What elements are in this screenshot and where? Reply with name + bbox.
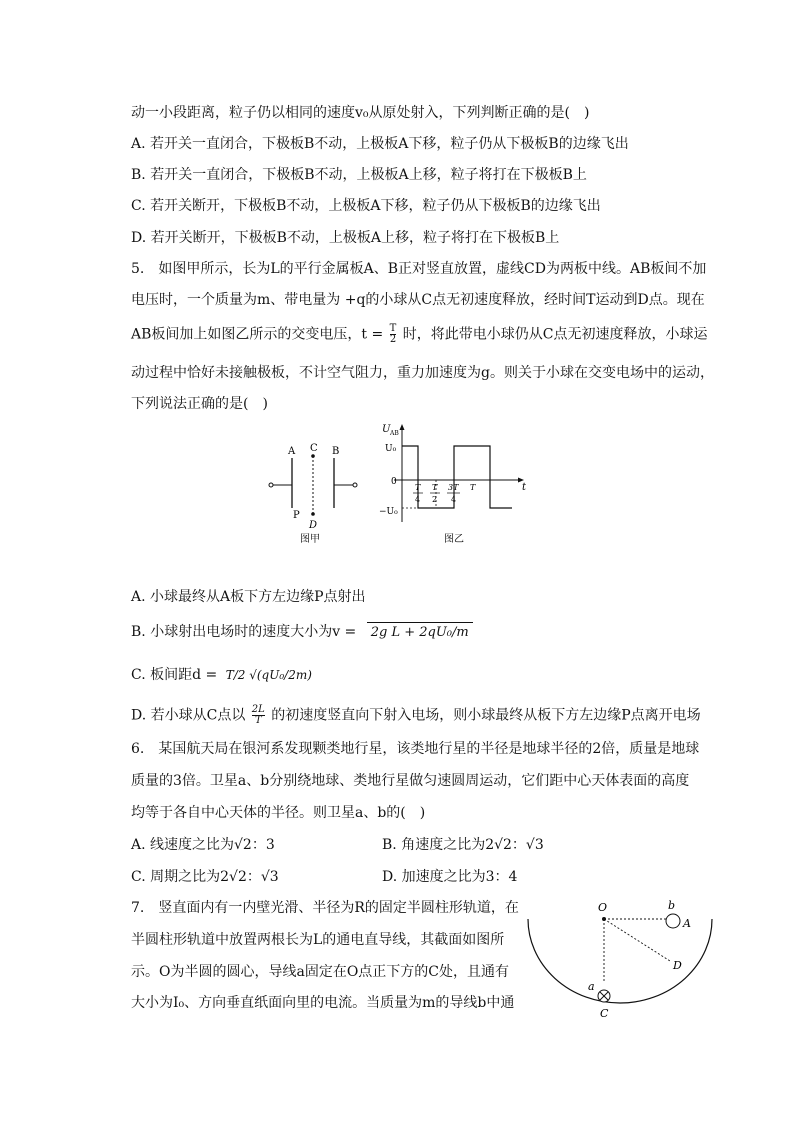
fig-yi-caption: 图乙 (444, 534, 464, 545)
fig-yi-tick-t2-den: 2 (432, 495, 438, 504)
q5-option-c (131, 665, 312, 685)
fig-yi-tick-3t4-num: 3T (448, 483, 459, 492)
fig-jia-caption: 图甲 (300, 534, 320, 545)
q6-option-b: B. 角速度之比为2√2：√3 (382, 837, 544, 853)
q7-stem-line-2: 半圆柱形轨道中放置两根长为L的通电直导线，其截面如图所 (131, 932, 505, 948)
fig-jia-label-b: B (332, 446, 340, 457)
q7-fig-label-a-wire: a (588, 980, 595, 993)
fig-jia-label-c: C (310, 443, 318, 454)
fig-yi-t: t (522, 482, 527, 493)
q6-option-d: D. 加速度之比为3：4 (382, 869, 518, 885)
q7-fig-label-o: O (598, 901, 608, 914)
q7-fig-label-d: D (673, 959, 682, 972)
q6-option-c: C. 周期之比为2√2：√3 (131, 869, 279, 885)
q5-stem-line-5: 下列说法正确的是( ) (131, 396, 268, 412)
fig-jia-label-d: D (309, 520, 318, 531)
fig-yi-axis-u: U (382, 424, 391, 435)
q4-option-c: C. 若开关断开，下极板B不动，上极板A下移，粒子仍从下极板B的边缘飞出 (131, 198, 601, 214)
q5-option-b-text: B. 小球射出电场时的速度大小为v = (131, 624, 357, 640)
q5-stem-line-3b: 时，将此带电小球仍从C点无初速度释放，小球运 (402, 326, 708, 343)
q6-stem-line-3: 均等于各自中心天体的半径。则卫星a、b的( ) (131, 805, 426, 821)
q5-option-d-fraction (252, 705, 265, 726)
q7-fig-label-c: C (600, 1007, 609, 1020)
fig-jia-label-a: A (288, 446, 296, 457)
q4-option-a: A. 若开关一直闭合，下极板B不动，上极板A下移，粒子仍从下极板B的边缘飞出 (131, 136, 629, 152)
q5-stem-line-3a: AB板间加上如图乙所示的交变电压，t = (131, 326, 384, 343)
q7-stem-line-3: 示。O为半圆的圆心，导线a固定在O点正下方的C处，且通有 (131, 964, 510, 980)
q7-figure (520, 895, 720, 1025)
q5-t-fraction (390, 324, 397, 345)
q7-fig-label-b: b (668, 899, 676, 912)
q4-stem-continued: 动一小段距离，粒子仍以相同的速度v₀从原处射入，下列判断正确的是( ) (131, 105, 590, 121)
q5-option-d (131, 705, 701, 726)
fig-yi-tick-t4-num: T (415, 483, 421, 492)
q4-option-b: B. 若开关一直闭合，下极板B不动，上极板A上移，粒子将打在下极板B上 (131, 167, 587, 183)
q7-stem-line-1: 7. 竖直面内有一内壁光滑、半径为R的固定半圆柱形轨道，在 (131, 900, 519, 916)
q6-option-a: A. 线速度之比为√2：3 (131, 837, 275, 853)
q5-stem-line-3 (131, 324, 708, 345)
q5-t-fraction-num: T (389, 323, 397, 334)
fig-yi-zero: 0 (391, 477, 397, 487)
fig-jia-label-p: P (293, 510, 300, 521)
q5-option-b (131, 622, 473, 643)
q5-option-a: A. 小球最终从A板下方左边缘P点射出 (131, 589, 366, 605)
fig-yi-tick-t4-den: 4 (415, 495, 421, 504)
q5-option-c-expression: T/2 √(qU₀/2m) (225, 668, 312, 682)
q5-option-d-text-2: 的初速度竖直向下射入电场，则小球最终从板下方左边缘P点离开电场 (271, 707, 701, 724)
q5-option-d-fraction-den: T (254, 715, 262, 726)
fig-yi-tick-3t4-den: 4 (451, 495, 457, 504)
q5-option-d-text-1: D. 若小球从C点以 (131, 707, 246, 724)
q5-option-d-fraction-num: 2L (251, 704, 265, 715)
q5-figure-jia (262, 436, 372, 548)
fig-yi-tick-t: T (470, 483, 476, 492)
q4-option-d: D. 若开关断开，下极板B不动，上极板A上移，粒子将打在下极板B上 (131, 230, 560, 246)
fig-yi-u0: U₀ (385, 444, 397, 454)
q5-stem-line-1: 5. 如图甲所示，长为L的平行金属板A、B正对竖直放置，虚线CD为两板中线。AB板间不加 (131, 261, 707, 277)
q6-stem-line-1: 6. 某国航天局在银河系发现颗类地行星，该类地行星的半径是地球半径的2倍，质量是地球 (131, 741, 700, 757)
fig-yi-axis-u-sub: AB (390, 430, 399, 437)
q5-stem-line-4: 动过程中恰好未接触极板，不计空气阻力，重力加速度为g。则关于小球在交变电场中的运动， (131, 365, 714, 381)
q7-fig-label-a-point: A (683, 917, 691, 930)
q5-option-b-expression: 2g L + 2qU₀/m (367, 622, 473, 643)
q5-figure-yi (372, 418, 532, 550)
fig-yi-neg-u0: −U₀ (379, 507, 398, 517)
q6-stem-line-2: 质量的3倍。卫星a、b分别绕地球、类地行星做匀速圆周运动，它们距中心天体表面的高度 (131, 773, 690, 789)
fig-yi-tick-t2-num: T (432, 483, 438, 492)
q5-option-c-text: C. 板间距d = (131, 667, 218, 683)
q7-stem-line-4: 大小为I₀、方向垂直纸面向里的电流。当质量为m的导线b中通 (131, 995, 515, 1011)
q5-t-fraction-den: 2 (389, 334, 397, 345)
q5-stem-line-2: 电压时，一个质量为m、带电量为 +q的小球从C点无初速度释放，经时间T运动到D点。现在 (131, 292, 705, 308)
